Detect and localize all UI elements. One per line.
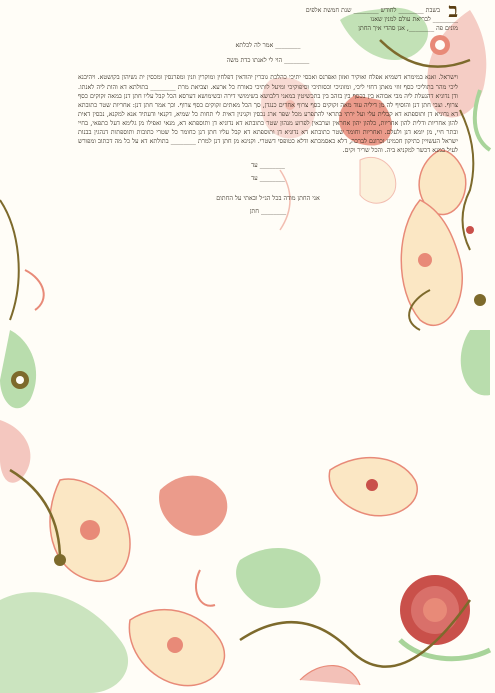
- groom-declaration: אני החתן מודה בכל הנ״ל ובאתי על החתום: [216, 194, 320, 202]
- groom-line: ________ אמר לה לכלתא: [235, 42, 301, 50]
- right-side-floral: [401, 200, 490, 395]
- witness-line-1: ________ עד: [251, 162, 285, 170]
- groom-signature-line: ________ חתן: [249, 207, 287, 215]
- header-line-1: בשבת ________ לחודש ________ שנת חמשת אלפים: [305, 7, 440, 14]
- bottom-floral: [0, 458, 490, 693]
- ketubah-body: וישראל. ואנא במימרא דשמיא אפלח ואוקיר ואזון ואפרנס ואכסי יתיכי כהלכת גוברין יהודאין דפלחין ומוקרין וזנין ומפרנסין ומכסין ית נשיהון בקושטא. ויהיבנא ליכי מהר בתוליכי כסף זוזי מאתן דחזי ליכי, ומזוניכי וכסותיכי וסיפוקיכי ומיעל לותיכי כאורח כל ארעא. וצביאת מרת ________ בתולתא דא והות ליה לאנתו. ודן נדוניא דהנעלת ליה מבי אבוהא בין בכסף בין בזהב בין בתכשיטין במאני דלבושא בשימושי דירה ובשימושא דערסא הכל קבל עליו חתן דנן במאה זקוקים כסף צרוף. וצבי חתן דנן והוסיף לה מן דיליה עוד מאה זקוקים כסף צרוף אחרים כנגדן, סך הכל מאתים זקוקים כסף צרוף. וכך אמר חתן דנן: אחריות שטר כתובתא דא נדוניא דן ותוספתא דא קבלית עלי ועל ירתי בתראי להתפרע מכל שפר ארג נכסין וקנינין דאית לי תחות כל שמיא, דקנאי ודעתיד אנא למקנא, נכסין דאית להון אחריות ודלית להון אחריות, כלהון יהון אחראין וערבאין לפרוע מנהון שטר כתובתא דא נדוניא דן ותוספתא דא, מנאי ואפילו מן גלימא דעל כתפאי, בחיי ובתר חיי, מן יומא דנן ולעלם. ואחריות וחומר שטר כתובתא דא נדוניא דן ותוספתא דא קבל עליו חתן דנן כחומר כל שטרי כתובות ותוספתות דנהגין בבנות ישראל העשויין כתיקון חכמינו זכרונם לברכה, דלא כאסמכתא ודלא כטופסי דשטרי. וקנינא מן חתן דנן למרת ________ בתולתא דא על כל מה דכתוב ומפורש לעיל במנא דכשר למקניא ביה. והכל שריר וקים.: [78, 74, 458, 155]
- header-line-2: ________ לבריאת עולם למנין שאנו: [370, 16, 458, 24]
- witness-line-2: ________ עד: [251, 175, 285, 183]
- ketubah-text: [78, 0, 458, 216]
- decorated-initial: ב: [448, 0, 458, 22]
- header-line-3: מונים פה ________, אנן סהדי איך החתן: [358, 25, 458, 33]
- bride-line: ________ הוי לי לאנתו כדת משה: [226, 57, 310, 65]
- left-side-floral: [0, 200, 44, 483]
